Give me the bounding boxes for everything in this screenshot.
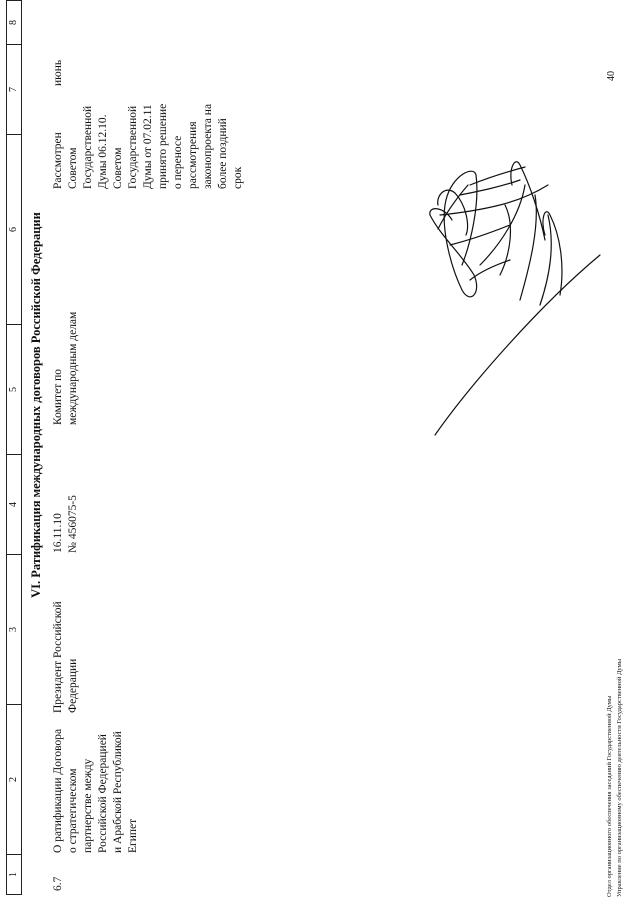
row-title: О ратификации Договора о стратегическом партнерстве между Российской Федерацией и Арабской Республикой Египет — [52, 728, 139, 853]
row-term: июнь — [52, 59, 64, 86]
row-number: 6.7 — [52, 876, 64, 891]
row-initiator: Президент Российской Федерации — [52, 601, 79, 713]
footer-line-2: Управление по организационному обеспечению деятельности Государственной Думы — [616, 658, 623, 897]
col-header-7: 7 — [6, 45, 22, 135]
col-header-8: 8 — [6, 0, 22, 45]
row-committee: Комитет по международным делам — [52, 311, 79, 425]
row-date-number: 16.11.10 № 456075-5 — [52, 495, 79, 553]
footer-line-1: Отдел организационного обеспечения заседаний Государственной Думы — [606, 695, 613, 897]
col-header-3: 3 — [6, 555, 22, 705]
col-header-5: 5 — [6, 325, 22, 455]
col-header-1: 1 — [6, 855, 22, 895]
page-number: 40 — [606, 71, 617, 81]
col-header-2: 2 — [6, 705, 22, 855]
col-header-4: 4 — [6, 455, 22, 555]
col-header-6: 6 — [6, 135, 22, 325]
row-status: Рассмотрен Советом Государственной Думы 06.12.10. Советом Государственной Думы от 07.02.11 принято решение о переносе рассмотрения законопроекта на более поздний срок — [52, 103, 244, 189]
section-title: VI. Ратификация международных договоров Российской Федерации — [29, 212, 43, 598]
